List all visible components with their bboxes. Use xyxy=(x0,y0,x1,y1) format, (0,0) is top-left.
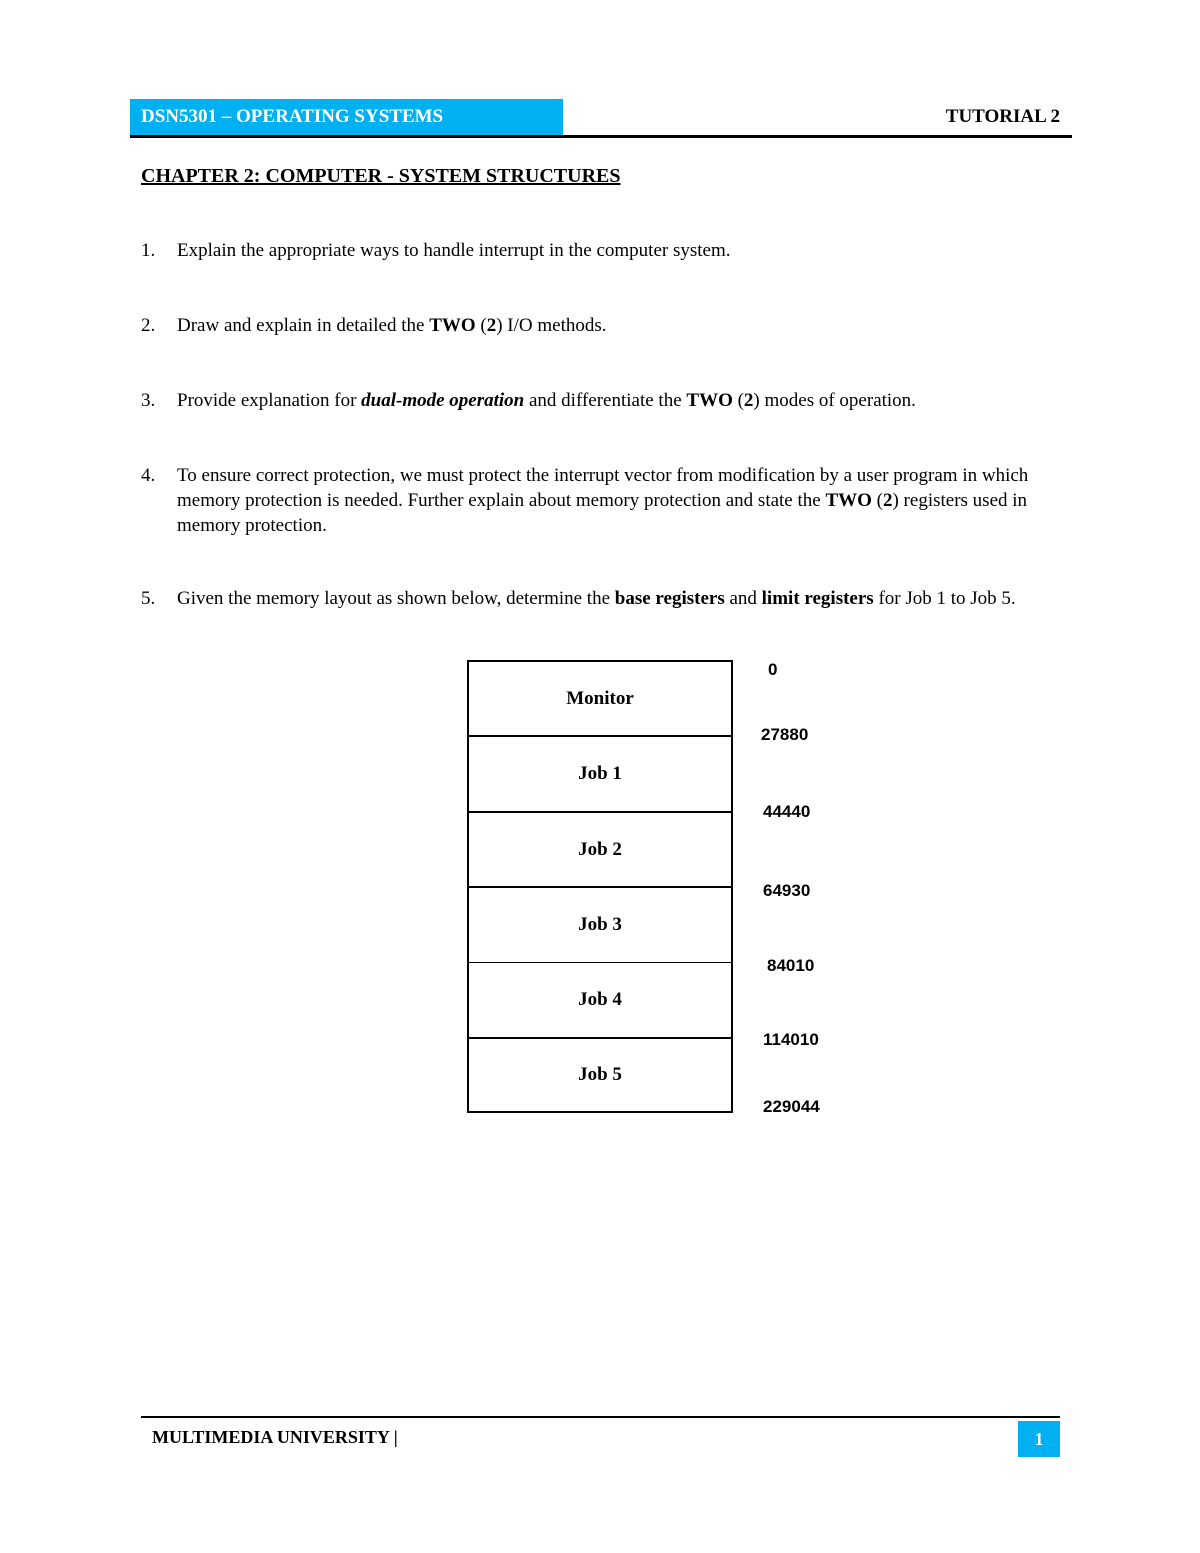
address-label: 64930 xyxy=(763,881,811,900)
tutorial-label: TUTORIAL 2 xyxy=(945,106,1060,127)
address-label: 229044 xyxy=(763,1097,820,1116)
question-number: 1. xyxy=(141,240,156,261)
page-number: 1 xyxy=(1018,1421,1060,1457)
question-text: Given the memory layout as shown below, determine the base registers and limit registers for Job 1 to Job 5. xyxy=(177,588,1016,609)
footer-rule xyxy=(141,1416,1060,1418)
question-text: Explain the appropriate ways to handle interrupt in the computer system. xyxy=(177,240,731,261)
question-4 xyxy=(141,463,1061,538)
memory-block-job-2: Job 2 xyxy=(467,813,733,886)
memory-block-job-4: Job 4 xyxy=(467,963,733,1037)
address-label: 44440 xyxy=(763,802,811,821)
question-5 xyxy=(141,586,1061,611)
memory-block-job-1: Job 1 xyxy=(467,737,733,811)
question-text: Draw and explain in detailed the TWO (2) I/O methods. xyxy=(177,315,607,336)
memory-block-monitor: Monitor xyxy=(467,662,733,735)
question-3 xyxy=(141,388,1061,413)
question-number: 2. xyxy=(141,315,156,336)
question-1 xyxy=(141,238,1061,263)
address-label: 114010 xyxy=(763,1030,819,1049)
chapter-heading: CHAPTER 2: COMPUTER - SYSTEM STRUCTURES xyxy=(141,165,621,187)
course-title: DSN5301 – OPERATING SYSTEMS xyxy=(141,106,444,127)
memory-block-job-5: Job 5 xyxy=(467,1039,733,1111)
header-rule xyxy=(130,135,1072,138)
question-text: To ensure correct protection, we must protect the interrupt vector from modification by a user program in which memory protection is needed. Further explain about memory protection and state the TWO (2) registers used in memory protection. xyxy=(177,465,1029,536)
question-text: Provide explanation for dual-mode operation and differentiate the TWO (2) modes of operation. xyxy=(177,390,916,411)
address-label: 27880 xyxy=(761,725,809,744)
address-label: 84010 xyxy=(767,956,815,975)
question-number: 5. xyxy=(141,588,156,609)
question-2 xyxy=(141,313,1061,338)
memory-block-job-3: Job 3 xyxy=(467,888,733,962)
memory-divider xyxy=(467,1111,733,1113)
question-number: 3. xyxy=(141,390,156,411)
footer-university: MULTIMEDIA UNIVERSITY | xyxy=(152,1427,398,1447)
address-label: 0 xyxy=(768,660,778,679)
question-number: 4. xyxy=(141,465,156,486)
